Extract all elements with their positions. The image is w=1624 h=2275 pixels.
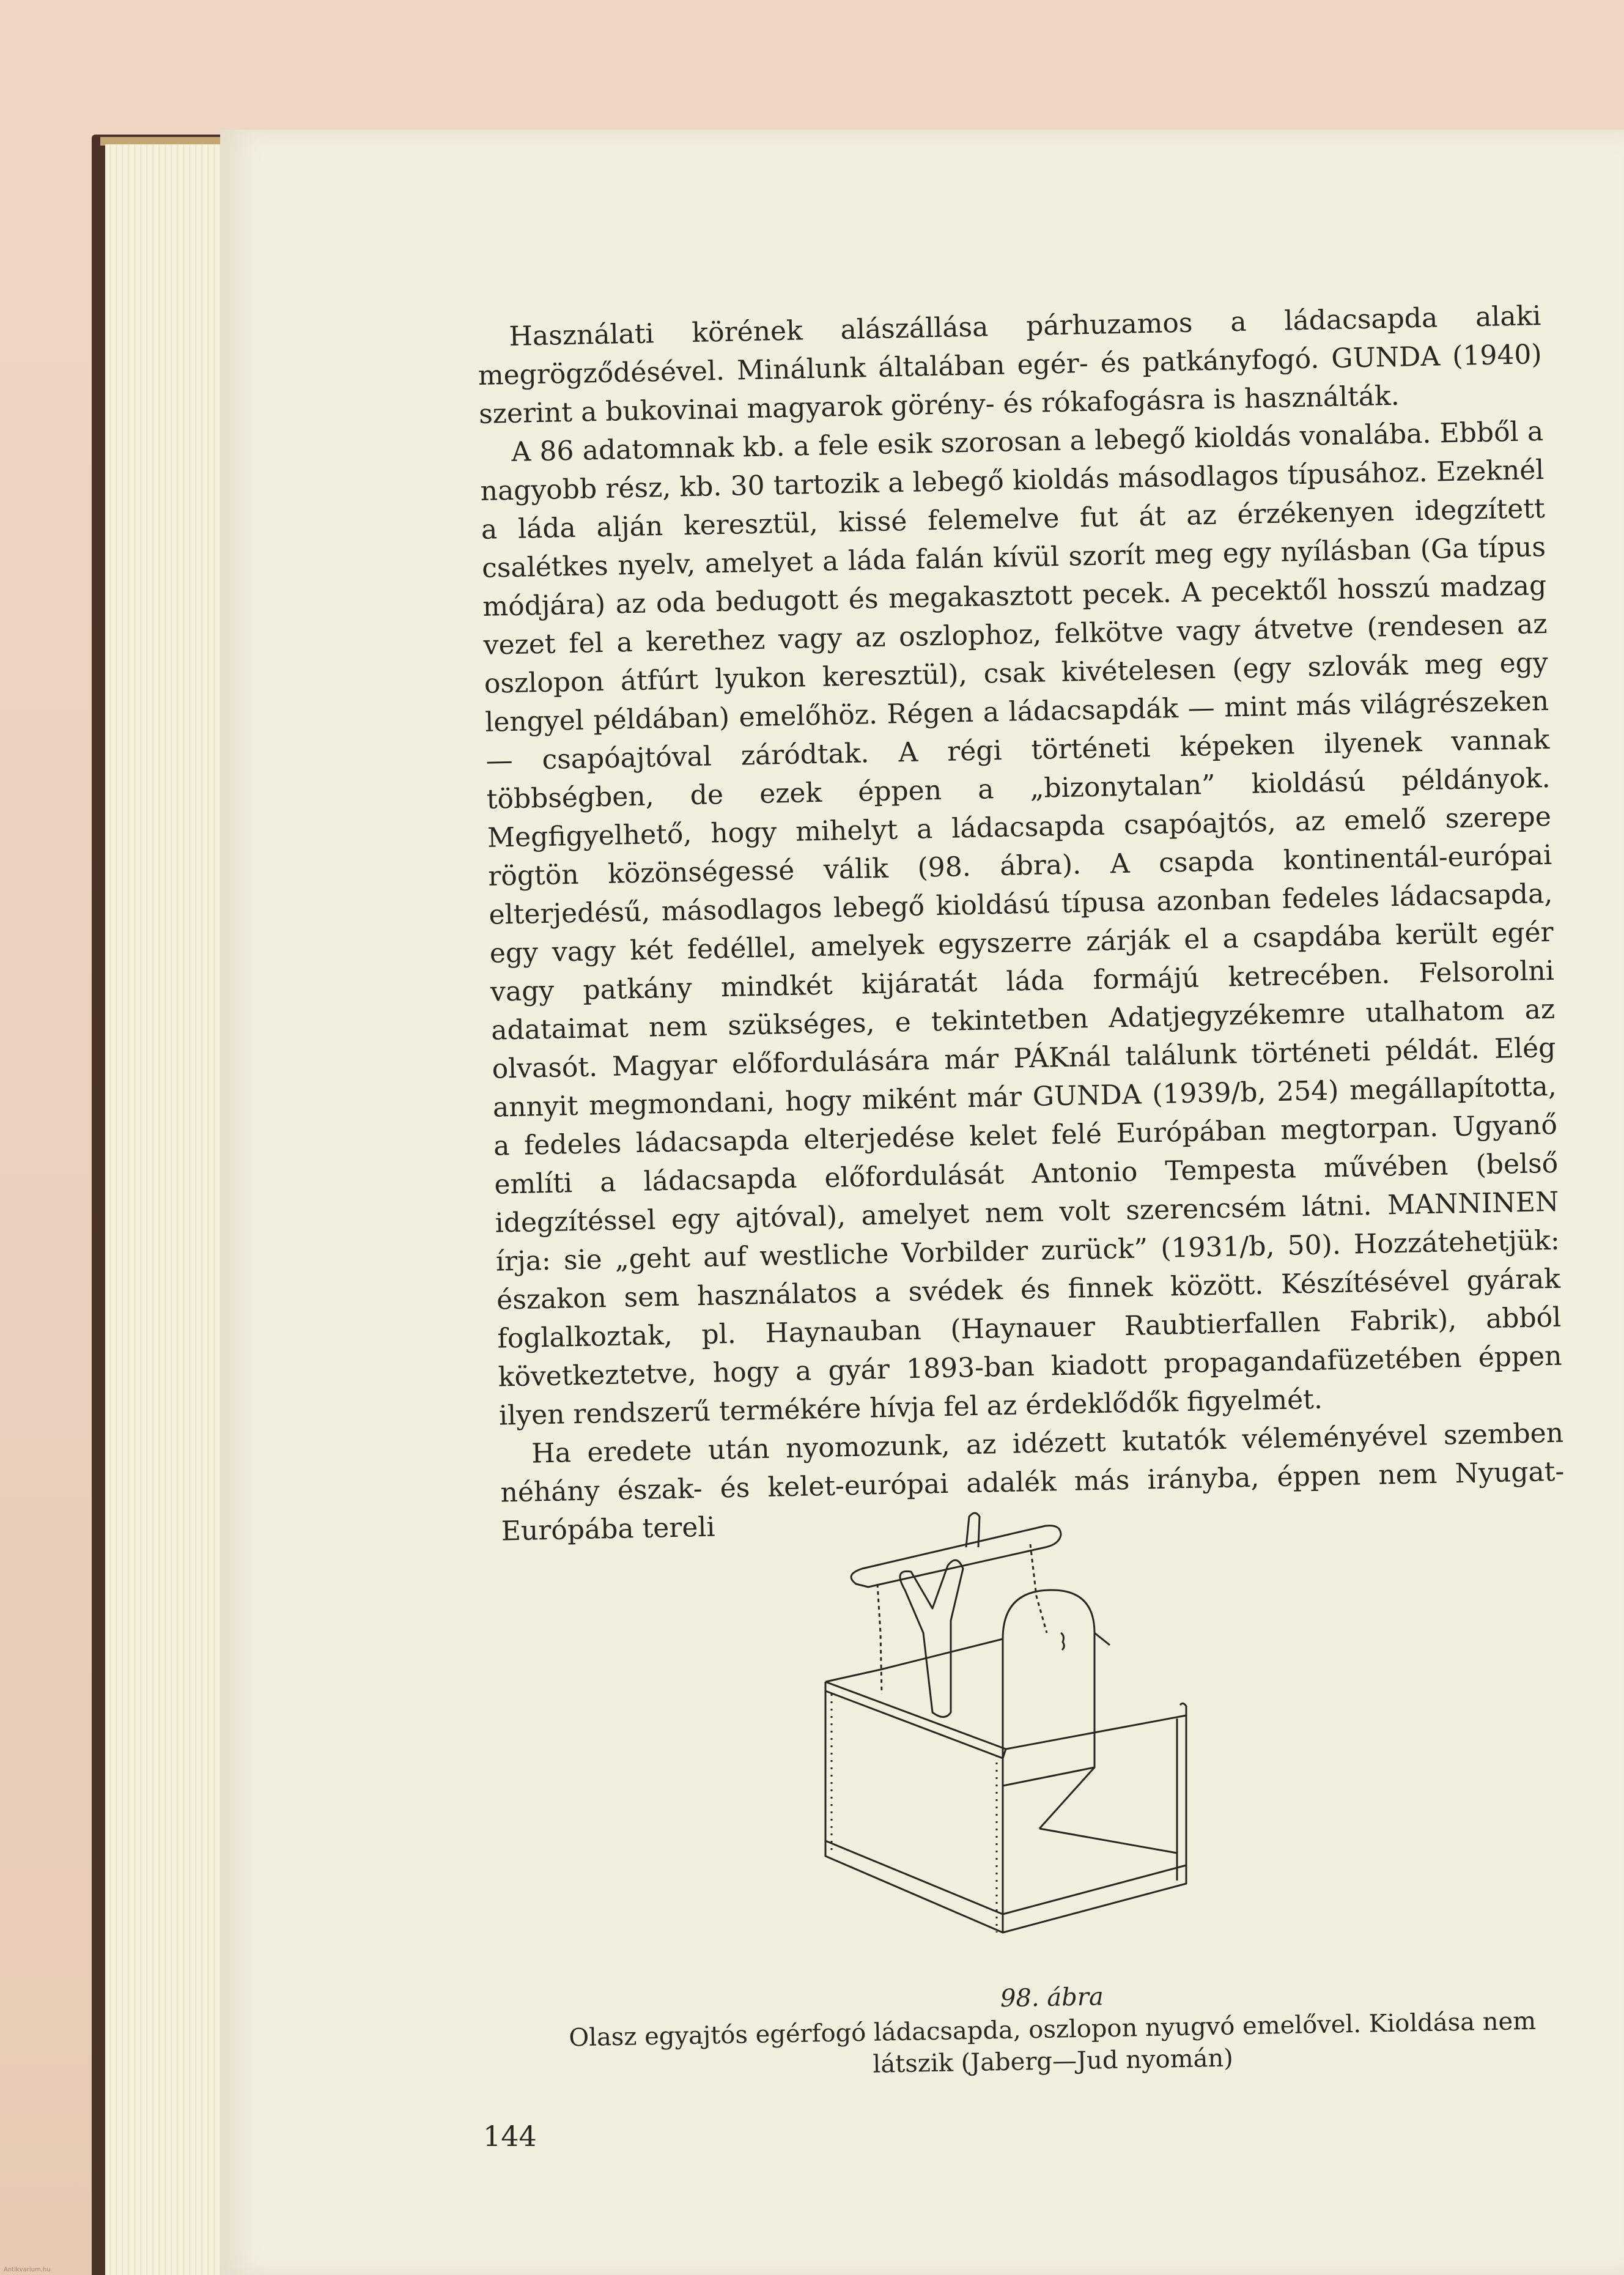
page-edges — [105, 144, 234, 2275]
figure-caption-text: Olasz egyajtós egérfogó ládacsapda, oszlopon nyugvó emelővel. Kioldása nem látszik (Jaberg—Jud nyomán) — [568, 2007, 1537, 2079]
figure-number: 98. ábra — [1000, 1983, 1104, 2013]
figure-caption — [550, 1973, 1554, 2086]
body-text — [477, 297, 1565, 1551]
trap-front-face — [825, 1691, 1003, 1933]
paragraph-2: A 86 adatomnak kb. a fele esik szorosan a lebegő kioldás vonalába. Ebből a nagyobb rész, kb. 30 tartozik a lebegő kioldás másodlagos típusához. Ezeknél a láda alján keresztül, kissé felemelve fut át az érzékenyen idegzített csalétkes nyelv, amelyet a láda falán kívül szorít meg egy nyílásban (Ga típus módjára) az oda bedugott és megakasztott pecek. A pecektől hosszú madzag vezet fel a kerethez vagy az oszlophoz, felkötve vagy átvetve (rendesen az oszlopon átfúrt lyukon keresztül), csak kivételesen (egy szlovák meg egy lengyel példában) emelőhöz. Régen a ládacsapdák — mint más világrészeken — csapóajtóval záródtak. A régi történeti képeken ilyenek vannak többségben, de ezek éppen a „bizonytalan” kioldású példányok. Megfigyelhető, hogy mihelyt a ládacsapda csapóajtós, az emelő szerepe rögtön közönségessé válik (98. ábra). A csapda kontinentál-európai elterjedésű, másodlagos lebegő kioldású típusa azonban fedeles ládacsapda, egy vagy két fedéllel, amelyek egyszerre zárják el a csapdába került egér vagy patkány mindkét kijáratát láda formájú ketrecében. Felsorolni adataimat nem szükséges, e tekintetben Adatjegyzékemre utalhatom az olvasót. Magyar előfordulására már PÁKnál találunk történeti példát. Elég annyit megmondani, hogy miként már GUNDA (1939/b, 254) megállapította, a fedeles ládacsapda elterjedése kelet felé Európában megtorpan. Ugyanő említi a ládacsapda előfordulását Antonio Tempesta művében (belső idegzítéssel egy ajtóval), amelyet nem volt szerencsém látni. MANNINEN írja: sie „geht auf westliche Vorbilder zurück” (1931/b, 50). Hozzátehetjük: északon sem használatos a svédek és finnek között. Készítésével gyárak foglalkoztak, pl. Haynauban (Haynauer Raubtierfallen Fabrik), abból következtetve, hogy a gyár 1893-ban kiadott propagandafüzetében éppen ilyen rendszerű termékére hívja fel az érdeklődők figyelmét. — [480, 416, 1562, 1432]
paragraph-1: Használati körének alászállása párhuzamos a ládacsapda alaki megrögződésével. Minálunk általában egér- és patkányfogó. GUNDA (1940) szerint a bukovinai magyarok görény- és rókafogásra is használták. — [478, 300, 1543, 430]
trap-back-board — [1003, 1590, 1094, 1786]
trap-lever — [851, 1526, 1061, 1587]
trap-string-right — [1030, 1544, 1047, 1633]
paragraph-3: Ha eredete után nyomozunk, az idézett kutatók véleményével szemben néhány észak- és kelet-európai adalék más irányba, éppen nem Nyugat-Európába tereli — [500, 1417, 1565, 1547]
trap-string-left — [877, 1584, 882, 1694]
watermark: Antikvarium.hu — [4, 2266, 51, 2273]
box-trap-illustration — [819, 1511, 1223, 1981]
page-number: 144 — [483, 2120, 537, 2153]
trap-post — [900, 1560, 963, 1717]
trap-box-top — [825, 1682, 1186, 1749]
